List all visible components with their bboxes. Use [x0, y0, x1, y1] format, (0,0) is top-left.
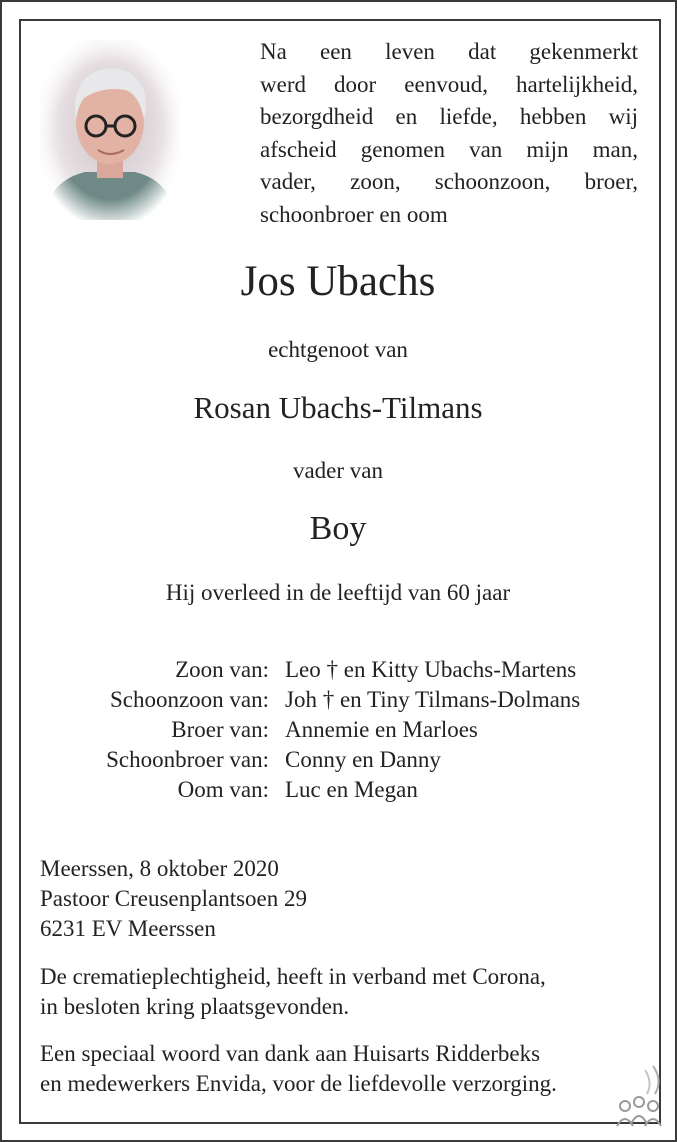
relation-value: Leo † en Kitty Ubachs-Martens: [285, 657, 577, 682]
thanks-line: en medewerkers Envida, voor de liefdevolle verzorging.: [40, 1071, 557, 1096]
intro-line: afscheid genomen van mijn man,: [260, 136, 638, 162]
address-block: [40, 854, 640, 944]
portrait-illustration: [40, 40, 180, 220]
spouse-name: Rosan Ubachs-Tilmans: [193, 390, 483, 425]
cremation-line: in besloten kring plaatsgevonden.: [40, 994, 350, 1019]
intro-text: [260, 36, 638, 232]
relation-row: [0, 775, 677, 805]
thanks-note: [40, 1039, 640, 1099]
age-line: Hij overleed in de leeftijd van 60 jaar: [165, 580, 511, 605]
relations-list: [0, 655, 677, 805]
cremation-line: De crematieplechtigheid, heeft in verband met Corona,: [40, 964, 546, 989]
relation-value: Joh † en Tiny Tilmans-Dolmans: [285, 687, 581, 712]
relation-label: Schoonbroer van:: [106, 747, 269, 772]
place-date: Meerssen, 8 oktober 2020: [40, 856, 279, 881]
relation-label: Broer van:: [171, 717, 269, 742]
street-address: Pastoor Creusenplantsoen 29: [40, 886, 308, 911]
publisher-logo-icon: [605, 1060, 667, 1130]
relation-label: Schoonzoon van:: [109, 687, 269, 712]
intro-line: werd door eenvoud, hartelijkheid,: [260, 71, 638, 97]
relation-label: Oom van:: [177, 777, 269, 802]
portrait-photo: [40, 40, 180, 220]
intro-line: bezorgdheid en liefde, hebben wij: [260, 104, 638, 130]
cremation-note: [40, 962, 640, 1022]
relation-row: [0, 745, 677, 775]
child-name: Boy: [309, 510, 367, 547]
thanks-line: Een speciaal woord van dank aan Huisarts Ridderbeks: [40, 1041, 541, 1066]
relation-value: Conny en Danny: [285, 747, 441, 772]
relation-row: [0, 685, 677, 715]
relation-row: [0, 715, 677, 745]
relation-value: Annemie en Marloes: [285, 717, 478, 742]
intro-line: vader, zoon, schoonzoon, broer,: [260, 169, 638, 195]
relation-row: [0, 655, 677, 685]
intro-line: schoonbroer en oom: [260, 201, 448, 227]
spouse-label: echtgenoot van: [268, 337, 408, 362]
intro-line: Na een leven dat gekenmerkt: [260, 39, 638, 64]
relation-label: Zoon van:: [175, 657, 269, 682]
postal-address: 6231 EV Meerssen: [40, 916, 216, 941]
deceased-name: Jos Ubachs: [240, 258, 436, 305]
children-label: vader van: [292, 458, 384, 483]
relation-value: Luc en Megan: [285, 777, 418, 802]
